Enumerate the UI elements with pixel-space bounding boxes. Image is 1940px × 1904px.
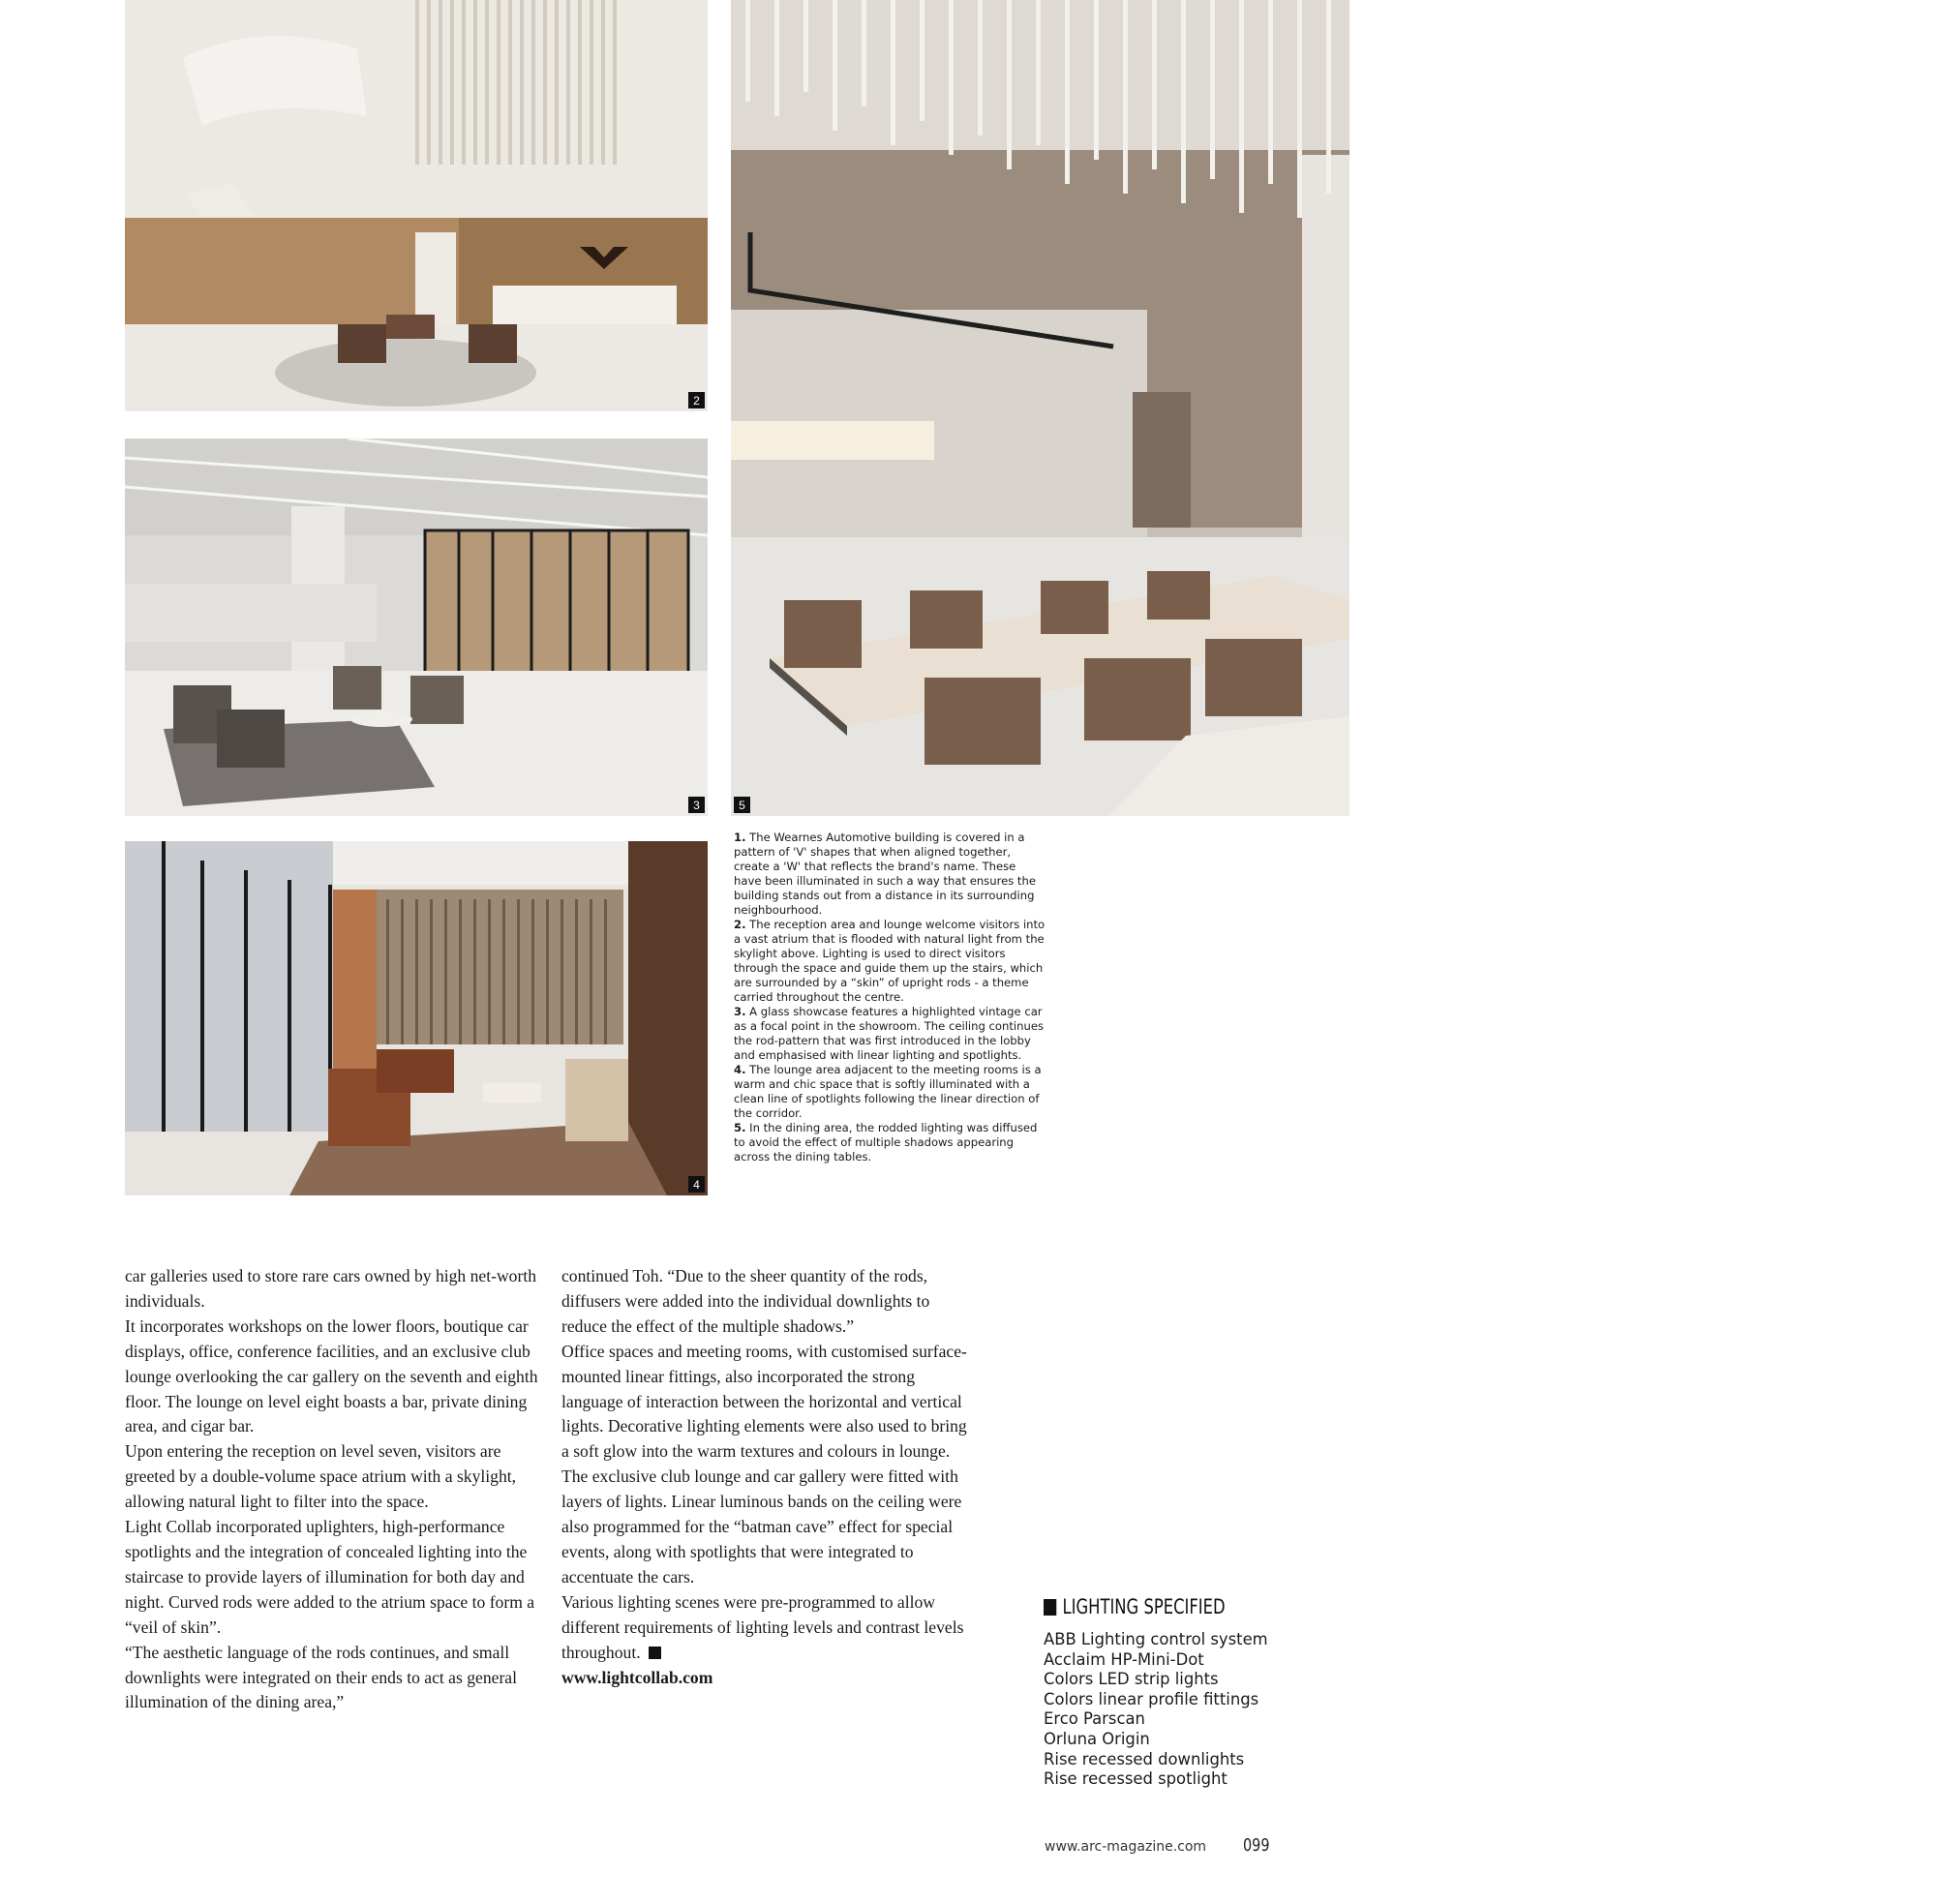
- paragraph: continued Toh. “Due to the sheer quantity of the rods, diffusers were added into the individual downlights to reduce the effect of the multiple shadows.”: [561, 1266, 930, 1336]
- list-item: Colors linear profile fittings: [1044, 1689, 1259, 1708]
- list-item: ABB Lighting control system: [1044, 1630, 1268, 1648]
- body-column-1: [125, 1264, 543, 1715]
- list-item: Colors LED strip lights: [1044, 1670, 1219, 1689]
- section-tag-label: FAR EAST FOCUS: [1889, 69, 1934, 127]
- photo-number-badge: 5: [734, 797, 750, 813]
- caption: 3. A glass showcase features a highlighted vintage car as a focal point in the showroom. The ceiling continues the rod-pattern that was first introduced in the lobby and emphasised with linear lighting and spotlights.: [734, 1005, 1044, 1062]
- caption: 4. The lounge area adjacent to the meeting rooms is a warm and chic space that is softly illuminated with a clean line of spotlights following the linear direction of the corridor.: [734, 1063, 1042, 1120]
- photo-reception-atrium: [125, 0, 708, 411]
- square-marker-icon: [1879, 91, 1884, 105]
- paragraph: Upon entering the reception on level seven, visitors are greeted by a double-volume space atrium with a skylight, allowing natural light to filter into the space.: [125, 1441, 517, 1512]
- paragraph: Light Collab incorporated uplighters, high-performance spotlights and the integration of concealed lighting into the staircase to provide layers of illumination for both day and night. Curved rods were added to the atrium space to form a “veil of skin”.: [125, 1517, 535, 1637]
- lighting-specified-box: [1044, 1595, 1295, 1790]
- paragraph: “The aesthetic language of the rods continues, and small downlights were integrated on their ends to act as general illumination of the dining area,”: [125, 1642, 518, 1712]
- photo-showroom-lounge: [125, 438, 708, 816]
- page-number: 099: [1243, 1835, 1270, 1856]
- list-item: Rise recessed spotlight: [1044, 1769, 1228, 1789]
- photo-dining-area: [731, 0, 1934, 816]
- paragraph: The exclusive club lounge and car gallery were fitted with layers of lights. Linear luminous bands on the ceiling were also programmed for the “batman cave” effect for special events, along with spotlights that were integrated to accentuate the cars.: [561, 1466, 962, 1587]
- caption: 5. In the dining area, the rodded lighting was diffused to avoid the effect of multiple shadows appearing across the dining tables.: [734, 1121, 1038, 1164]
- body-column-2: [561, 1264, 978, 1690]
- square-marker-icon: [1044, 1599, 1056, 1616]
- photo-number-badge: 4: [688, 1176, 705, 1193]
- paragraph: It incorporates workshops on the lower floors, boutique car displays, office, conference facilities, and an exclusive club lounge overlooking the car gallery on the seventh and eighth floor. The lounge on level eight boasts a bar, private dining area, and cigar bar.: [125, 1315, 538, 1436]
- section-tag: [1879, 69, 1940, 127]
- footer-url[interactable]: www.arc-magazine.com: [1045, 1839, 1207, 1855]
- caption: 2. The reception area and lounge welcome visitors into a vast atrium that is flooded with natural light from the skylight above. Lighting is used to direct visitors through the space and guide them up the stairs, which are surrounded by a “skin” of upright rods - a theme carried throughout the centre.: [734, 918, 1046, 1004]
- photo-meeting-lounge: [125, 841, 708, 1195]
- caption: 1. The Wearnes Automotive building is covered in a pattern of 'V' shapes that when aligned together, create a 'W' that reflects the brand's name. These have been illuminated in such a way that ensures the building stands out from a distance in its surrounding neighbourhood.: [734, 831, 1036, 917]
- end-mark-icon: [649, 1647, 661, 1659]
- paragraph: car galleries used to store rare cars owned by high net-worth individuals.: [125, 1266, 537, 1311]
- list-item: Rise recessed downlights: [1044, 1749, 1245, 1768]
- lighting-specified-list: [1044, 1630, 1295, 1790]
- list-item: Erco Parscan: [1044, 1709, 1145, 1729]
- photo-number-badge: 2: [688, 392, 705, 408]
- paragraph: Various lighting scenes were pre-programmed to allow different requirements of lighting levels and contrast levels throughout.: [561, 1591, 964, 1662]
- photo-number-badge: 3: [688, 797, 705, 813]
- photo-captions: [734, 831, 1046, 1164]
- list-item: Orluna Origin: [1044, 1729, 1150, 1748]
- website-link[interactable]: www.lightcollab.com: [561, 1667, 713, 1687]
- paragraph: Office spaces and meeting rooms, with customised surface-mounted linear fittings, also incorporated the strong language of interaction between the horizontal and vertical lights. Decorative lighting elements were also used to bring a soft glow into the warm textures and colours in lounge.: [561, 1341, 967, 1462]
- list-item: Acclaim HP-Mini-Dot: [1044, 1649, 1204, 1669]
- lighting-specified-heading: LIGHTING SPECIFIED: [1044, 1595, 1240, 1618]
